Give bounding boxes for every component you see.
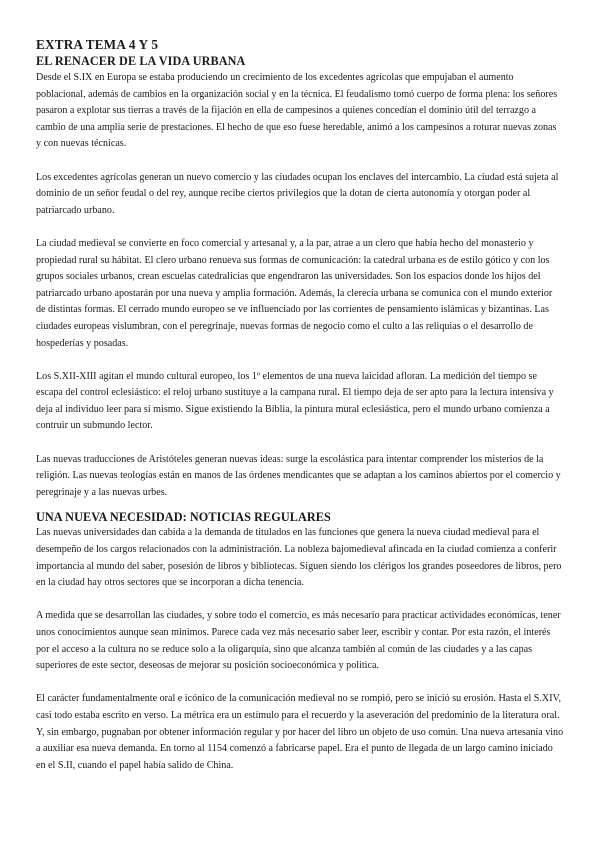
paragraph: Los excedentes agrícolas generan un nuevo comercio y las ciudades ocupan los enclaves del intercambio. La ciudad está sujeta al dominio de un señor feudal o del rey, aunque recibe ciertos privilegios que la dotan de cierta autonomía y otorgan poder al patriarcado urbano. bbox=[36, 171, 559, 216]
document-title: EXTRA TEMA 4 Y 5 bbox=[36, 37, 159, 52]
paragraph-gap bbox=[36, 435, 564, 452]
paragraph: Las nuevas traducciones de Aristóteles generan nuevas ideas: surge la escolástica para intentar comprender los misterios de la religión. Las nuevas teologías están en manos de las órdenes mendicantes que se adaptan a los caminos abiertos por el comercio y peregrinaje y a las nuevas urbes. bbox=[36, 453, 561, 498]
paragraph: Desde el S.IX en Europa se estaba produciendo un crecimiento de los excedentes agrícolas que empujaban el aumento poblacional, además de cambios en la organización social y en la técnica. El feudalismo tomó cuerpo de forma plena: los señores pasaron a explotar sus tierras a través de la fijación en ella de campesinos a quienes concedían el dominio útil del terrazgo a cambio de una amplia serie de prestaciones. El hecho de que eso fuese heredable, animó a los campesinos a roturar nuevas zonas y con nuevas técnicas. bbox=[36, 72, 558, 150]
section-heading-renacer: EL RENACER DE LA VIDA URBANA bbox=[36, 54, 246, 68]
paragraph: Los S.XII-XIII agitan el mundo cultural europeo, los 1º elementos de una nueva laicidad afloran. La medición del tiempo se escapa del control eclesiástico: el reloj urbano sustituye a la campana rural. El tiempo deja de ser apto para la lectura intensiva y deja al individuo leer para sí mismo. Sigue existiendo la Biblia, la pintura mural eclesiástica, pero el mundo urbano comienza a contruir un submundo lector. bbox=[36, 370, 554, 432]
section-gap bbox=[36, 501, 564, 509]
paragraph-gap bbox=[36, 592, 564, 609]
paragraph: La ciudad medieval se convierte en foco comercial y artesanal y, a la par, atrae a un clero que había hecho del monasterio y propiedad rural su hábitat. El clero urbano renueva sus formas de comunicación: la catedral urbana es de estilo gótico y con los grupos sociales urbanos, crean escuelas catedralicias que engendraron las universidades. Son los espacios donde los hijos del patriarcado urbano apostarán por una nueva y amplia formación. Además, la clerecía urbana se comunica con el mundo exterior de distintas formas. El cerrado mundo europeo se ve influenciado por las corrientes de pensamiento islámicas y bizantinas. Las ciudades europeas vislumbran, con el peregrinaje, nuevas formas de negocio como el culto a las reliquias o el desarrollo de hospederías y posadas. bbox=[36, 237, 553, 349]
paragraph-gap bbox=[36, 219, 564, 236]
section-heading-noticias: UNA NUEVA NECESIDAD: NOTICIAS REGULARES bbox=[36, 510, 331, 525]
paragraph-gap bbox=[36, 675, 564, 692]
paragraph-gap bbox=[36, 352, 564, 369]
paragraph: El carácter fundamentalmente oral e icónico de la comunicación medieval no se rompió, pero se inició su erosión. Hasta el S.XIV, casi todo estaba escrito en verso. La métrica era un estímulo para el recuerdo y la aseveración del predominio de la literatura oral. Y, sin embargo, pugnaban por obtener información regular y por hacer del libro un objeto de uso común. Una nueva artesanía vino a auxiliar esa nueva demanda. En torno al 1154 comenzó a fabricarse papel. Era el punto de llegada de un largo camino iniciado en el S.II, cuando el papel había salido de China. bbox=[36, 693, 564, 771]
paragraph: A medida que se desarrollan las ciudades, y sobre todo el comercio, es más necesario para practicar actividades económicas, tener unos conocimientos aunque sean mínimos. Parece cada vez más necesario saber leer, escribir y contar. Por esta razón, el interés por el acceso a la cultura no se reduce solo a la oligarquía, sino que alcanza también al común de las ciudades y a las capas superiores de este sector, deseosas de mejorar su posición socioeconómica y política. bbox=[36, 610, 561, 672]
paragraph: Las nuevas universidades dan cabida a la demanda de titulados en las funciones que genera la nueva ciudad medieval para el desempeño de los cargos relacionados con la administración. La nobleza bajomedieval afincada en la ciudad comienza a conferir importancia al mundo del saber, posesión de libros y bibliotecas. Siguen siendo los clérigos los grandes poseedores de libros, pero en la ciudad hay otros sectores que se incorporan a dicha tenencia. bbox=[36, 527, 562, 589]
paragraph-gap bbox=[36, 153, 564, 170]
